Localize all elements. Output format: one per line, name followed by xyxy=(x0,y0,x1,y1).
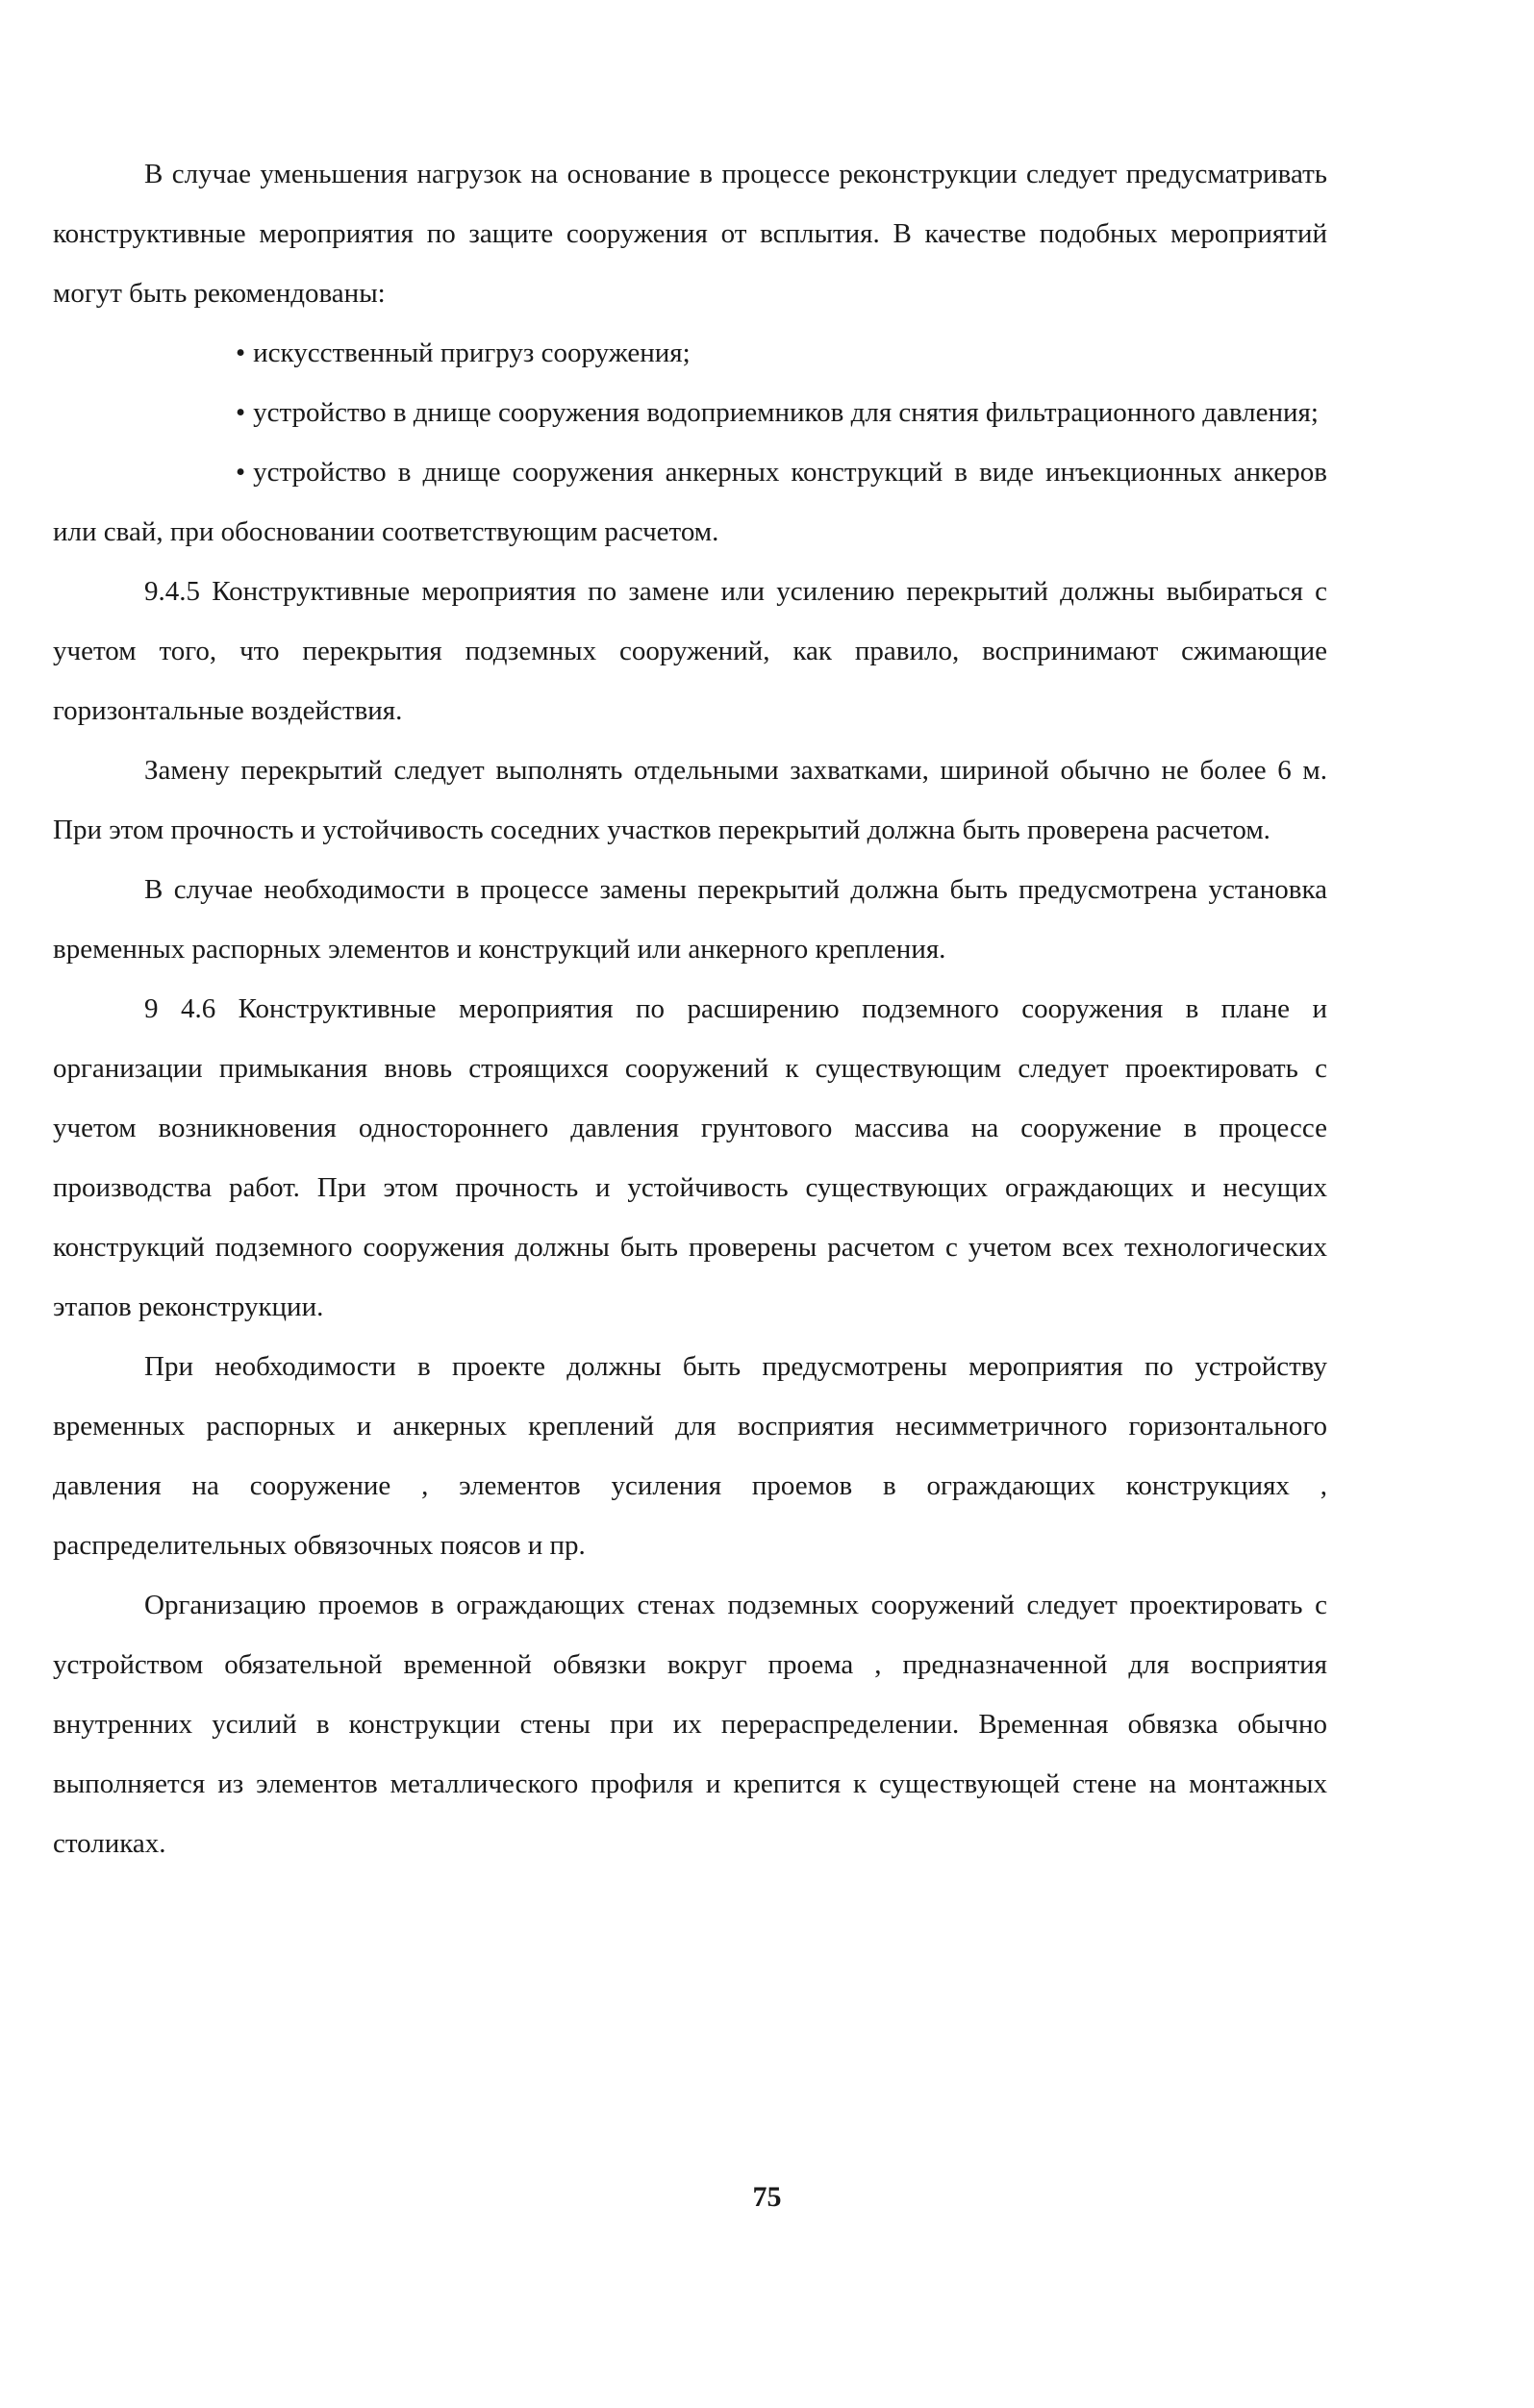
bullet-dot-icon: • xyxy=(236,457,246,488)
bullet-dot-icon: • xyxy=(236,338,246,368)
paragraph-9-4-5: 9.4.5 Конструктивные мероприятия по замене или усилению перекрытий должны выбираться с учетом того, что перекрытия подземных сооружений, как правило, воспринимают сжимающие горизонтальные воздействия. xyxy=(53,576,1327,726)
paragraph-openings: Организацию проемов в ограждающих стенах подземных сооружений следует проектировать с устройством обязательной временной обвязки вокруг проема , предназначенной для восприятия внутренних усилий в конструкции стены при их перераспределении. Временная обвязка обычно выполняется из элементов металлического профиля и крепится к существующей стене на монтажных столиках. xyxy=(53,1590,1327,1859)
bullet-dot-icon: • xyxy=(236,397,246,428)
paragraph-9-4-6: 9 4.6 Конструктивные мероприятия по расширению подземного сооружения в плане и организации примыкания вновь строящихся сооружений к существующим следует проектировать с учетом возникновения одностороннего давления грунтового массива на сооружение в процессе производства работ. При этом прочность и устойчивость существующих ограждающих и несущих конструкций подземного сооружения должны быть проверены расчетом с учетом всех технологических этапов реконструкции. xyxy=(53,993,1327,1322)
paragraph-replacement: Замену перекрытий следует выполнять отдельными захватками, шириной обычно не более 6 м. При этом прочность и устойчивость соседних участков перекрытий должна быть проверена расчетом. xyxy=(53,755,1327,845)
bullet-text: устройство в днище сооружения водоприемников для снятия фильтрационного давления; xyxy=(253,397,1319,428)
paragraph-necessity: При необходимости в проекте должны быть предусмотрены мероприятия по устройству временных распорных и анкерных креплений для восприятия несимметричного горизонтального давления на сооружение , элементов усиления проемов в ограждающих конструкциях , распределительных обвязочных поясов и пр. xyxy=(53,1351,1327,1561)
bullet-item xyxy=(53,442,1327,562)
bullet-item xyxy=(53,323,1327,383)
bullet-text: устройство в днище сооружения анкерных конструкций в виде инъекционных анкеров или свай, при обосновании соответствующим расчетом. xyxy=(53,457,1327,547)
body-text xyxy=(53,144,1327,1873)
bullet-item xyxy=(53,383,1327,442)
page-number: 75 xyxy=(752,2181,782,2213)
paragraph-flotation: В случае уменьшения нагрузок на основание в процессе реконструкции следует предусматривать конструктивные мероприятия по защите сооружения от всплытия. В качестве подобных мероприятий могут быть рекомендованы: xyxy=(53,159,1327,309)
bullet-text: искусственный пригруз сооружения; xyxy=(253,338,691,368)
paragraph-temporary-elements: В случае необходимости в процессе замены перекрытий должна быть предусмотрена установка временных распорных элементов и конструкций или анкерного крепления. xyxy=(53,874,1327,965)
